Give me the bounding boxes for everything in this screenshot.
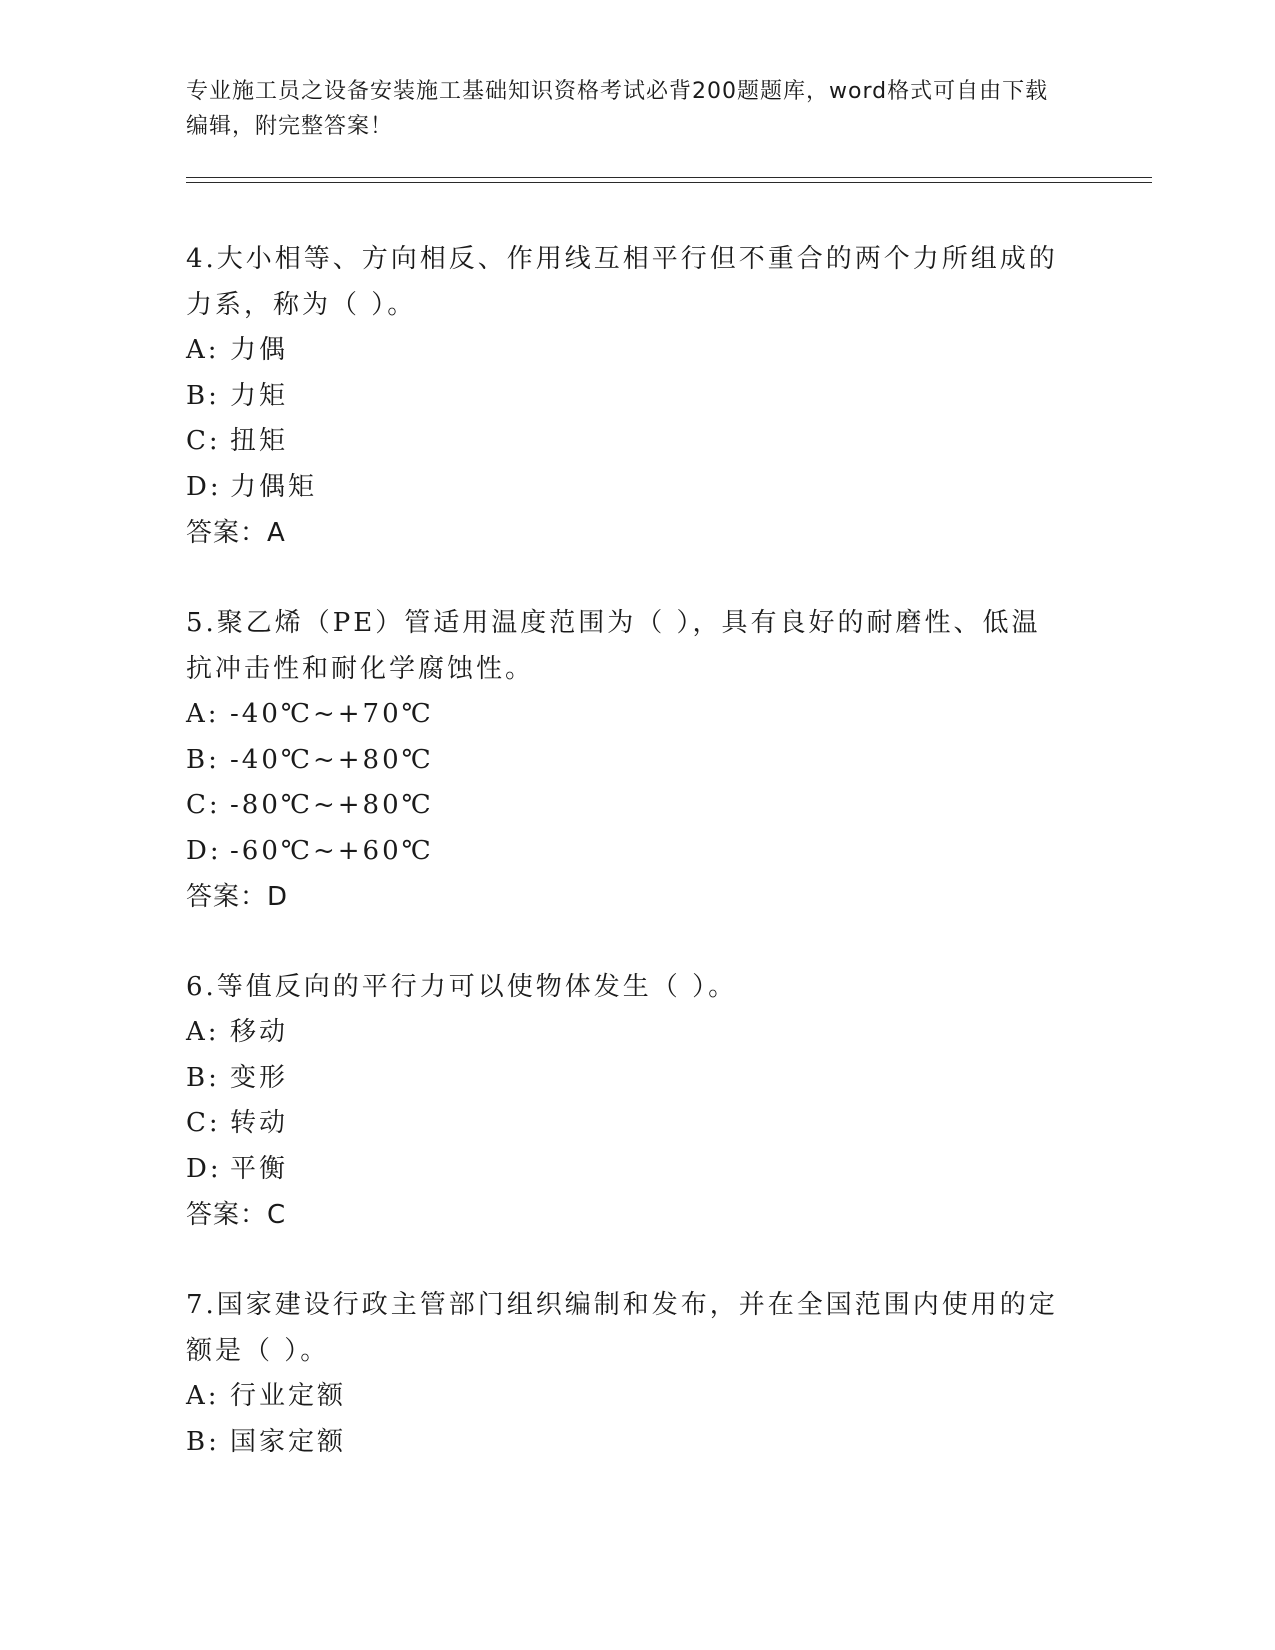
- option-text: 国家定额: [230, 1426, 347, 1457]
- option-key: B:: [186, 380, 220, 411]
- option-b: [186, 374, 1086, 420]
- option-a: [186, 1374, 1086, 1420]
- answer-line: 答案：A: [186, 518, 286, 548]
- option-text: 行业定额: [230, 1381, 347, 1411]
- option-key: D:: [186, 835, 222, 866]
- option-b: [186, 1420, 1086, 1466]
- option-d: [186, 465, 1086, 511]
- question-item: [186, 964, 1086, 1238]
- answer-line: 答案：C: [186, 1200, 287, 1230]
- option-text: -40℃~+80℃: [230, 744, 434, 775]
- option-b: [186, 738, 1086, 784]
- option-text: 移动: [230, 1017, 289, 1047]
- option-key: C:: [186, 426, 221, 456]
- option-key: A:: [186, 1017, 220, 1047]
- question-list: [186, 236, 1086, 1509]
- option-key: B:: [186, 744, 220, 775]
- option-c: [186, 1101, 1086, 1147]
- answer-line: 答案：D: [186, 882, 289, 912]
- option-a: [186, 692, 1086, 738]
- question-text: 7.国家建设行政主管部门组织编制和发布，并在全国范围内使用的定额是（ ）。: [186, 1290, 1058, 1366]
- option-key: A:: [186, 335, 220, 365]
- option-a: [186, 328, 1086, 374]
- option-key: A:: [186, 699, 220, 729]
- option-c: [186, 783, 1086, 829]
- option-text: 变形: [230, 1062, 289, 1093]
- option-key: B:: [186, 1426, 220, 1457]
- option-b: [186, 1056, 1086, 1102]
- option-text: 力偶矩: [230, 471, 318, 502]
- question-item: [186, 236, 1086, 556]
- option-key: D:: [186, 471, 222, 502]
- question-item: [186, 1282, 1086, 1465]
- header-divider-bottom: [186, 182, 1152, 183]
- option-text: 力偶: [230, 335, 289, 365]
- option-text: 扭矩: [230, 426, 289, 456]
- document-header: 专业施工员之设备安装施工基础知识资格考试必背200题题库，word格式可自由下载编辑，附完整答案！: [186, 79, 1049, 139]
- option-key: C:: [186, 1108, 221, 1138]
- option-text: 力矩: [230, 380, 289, 411]
- option-c: [186, 419, 1086, 465]
- option-a: [186, 1010, 1086, 1056]
- option-text: -80℃~+80℃: [230, 790, 434, 820]
- option-key: D:: [186, 1153, 222, 1184]
- option-key: B:: [186, 1062, 220, 1093]
- option-d: [186, 829, 1086, 875]
- question-text: 6.等值反向的平行力可以使物体发生（ ）。: [186, 972, 738, 1002]
- question-text: 4.大小相等、方向相反、作用线互相平行但不重合的两个力所组成的力系，称为（ ）。: [186, 244, 1058, 320]
- question-text: 5.聚乙烯（PE）管适用温度范围为（ ），具有良好的耐磨性、低温抗冲击性和耐化学腐蚀性。: [186, 608, 1041, 684]
- header-divider-top: [186, 177, 1152, 178]
- option-text: 平衡: [230, 1153, 289, 1184]
- option-text: -40℃~+70℃: [230, 699, 434, 729]
- question-item: [186, 600, 1086, 920]
- option-key: A:: [186, 1381, 220, 1411]
- option-text: 转动: [230, 1108, 289, 1138]
- option-key: C:: [186, 790, 221, 820]
- option-text: -60℃~+60℃: [230, 835, 434, 866]
- option-d: [186, 1147, 1086, 1193]
